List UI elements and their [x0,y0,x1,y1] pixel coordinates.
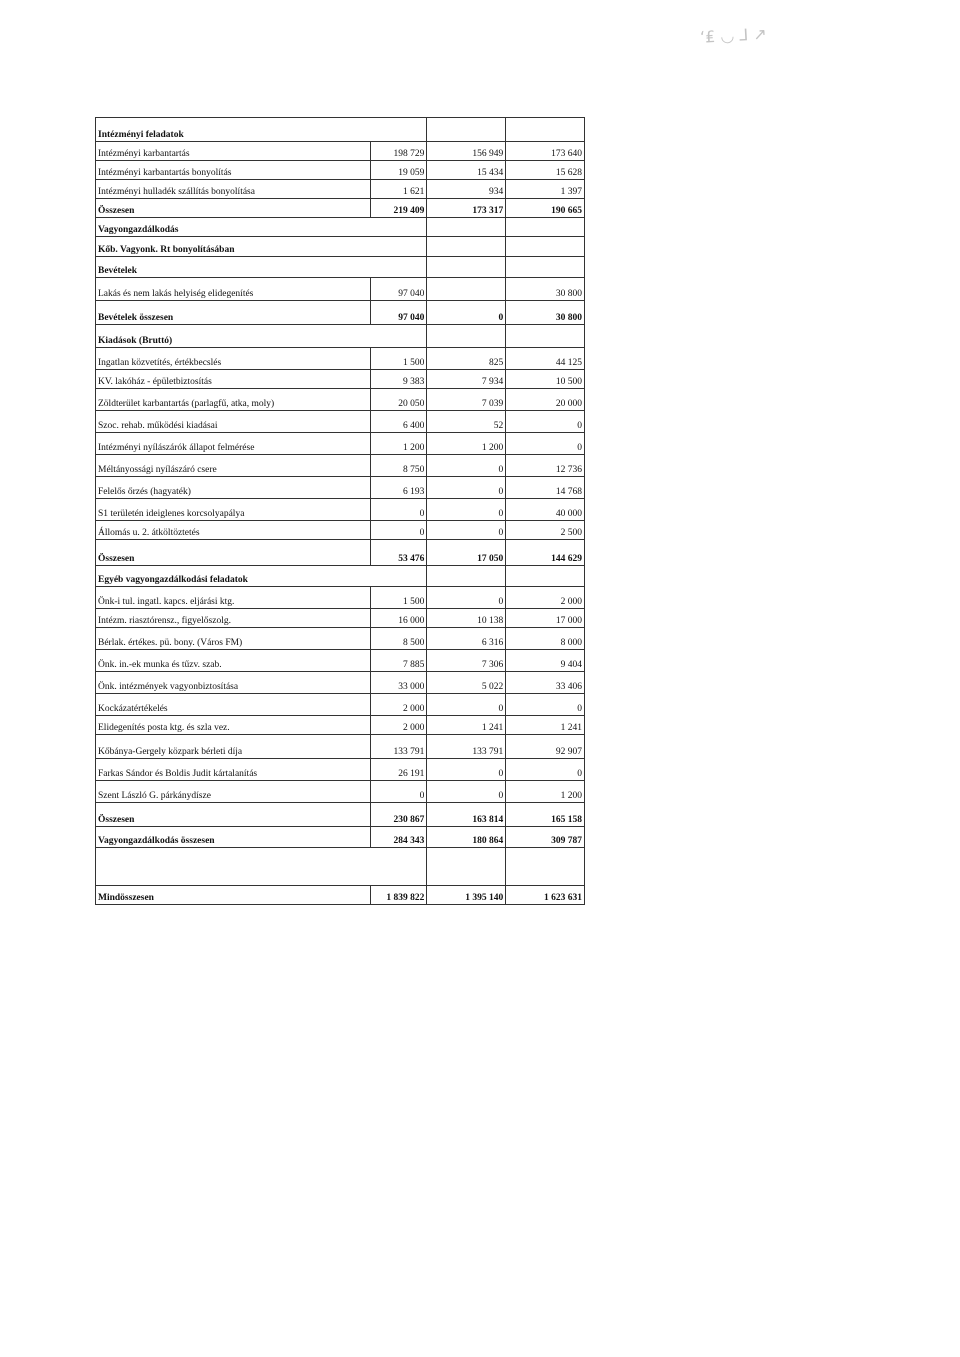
row-label: Kőb. Vagyonk. Rt bonyolításában [96,237,371,257]
table-row [96,161,585,180]
row-value-3: 44 125 [506,348,585,370]
row-value-2 [427,566,506,587]
row-value-1 [371,325,427,348]
row-value-1: 6 400 [371,411,427,433]
row-value-1: 20 050 [371,389,427,411]
table-row [96,142,585,161]
row-value-2: 17 050 [427,540,506,566]
table-row [96,759,585,781]
row-value-1: 16 000 [371,609,427,628]
row-value-1: 6 193 [371,477,427,499]
table-row-hdr [96,566,585,587]
row-label: Önk-i tul. ingatl. kapcs. eljárási ktg. [96,587,371,609]
row-label: Önk. intézmények vagyonbiztosítása [96,672,371,694]
row-value-2: 156 949 [427,142,506,161]
table-row-hdr [96,118,585,142]
spacer-row [96,848,585,886]
table-row [96,628,585,650]
row-value-1: 0 [371,781,427,803]
row-label: Bevételek [96,257,371,278]
row-value-3: 30 800 [506,301,585,325]
row-value-1: 230 867 [371,803,427,827]
row-value-3: 33 406 [506,672,585,694]
row-value-3: 0 [506,694,585,716]
row-label: Egyéb vagyongazdálkodási feladatok [96,566,371,587]
row-value-3: 14 768 [506,477,585,499]
row-label: Állomás u. 2. átköltöztetés [96,521,371,540]
row-label: Bérlak. értékes. pü. bony. (Város FM) [96,628,371,650]
row-label: Összesen [96,803,371,827]
row-value-1: 284 343 [371,827,427,848]
row-value-2: 825 [427,348,506,370]
row-value-3: 12 736 [506,455,585,477]
table-row [96,278,585,301]
row-value-2: 1 200 [427,433,506,455]
row-value-3: 0 [506,759,585,781]
row-value-1 [371,118,427,142]
row-label: Intézményi karbantartás [96,142,371,161]
row-label: KV. lakóház - épületbiztosítás [96,370,371,389]
row-value-3: 173 640 [506,142,585,161]
row-value-1 [371,218,427,237]
handwritten-page-mark: ʻ₤ ◡ ⅃ ↗ [699,24,768,47]
row-value-3: 1 241 [506,716,585,735]
table-row [96,499,585,521]
row-label: Bevételek összesen [96,301,371,325]
row-value-3: 8 000 [506,628,585,650]
row-value-2 [427,848,506,886]
row-value-2 [427,278,506,301]
row-value-3: 0 [506,433,585,455]
row-value-3 [506,237,585,257]
row-value-1: 1 839 822 [371,886,427,905]
row-label: Vagyongazdálkodás [96,218,371,237]
row-value-3 [506,566,585,587]
table-row [96,694,585,716]
table-row [96,587,585,609]
row-label: Intézményi nyílászárók állapot felmérése [96,433,371,455]
table-row [96,716,585,735]
row-value-2 [427,257,506,278]
row-value-1: 26 191 [371,759,427,781]
row-label: Szent László G. párkánydísze [96,781,371,803]
table-row [96,609,585,628]
table-row-hdr [96,257,585,278]
row-label: Kockázatértékelés [96,694,371,716]
row-value-1: 2 000 [371,694,427,716]
row-label: Ingatlan közvetítés, értékbecslés [96,348,371,370]
row-value-2: 0 [427,759,506,781]
row-value-2: 0 [427,301,506,325]
table-row-hdr [96,325,585,348]
row-value-1: 9 383 [371,370,427,389]
row-label: Farkas Sándor és Boldis Judit kártalanítás [96,759,371,781]
row-value-3: 92 907 [506,735,585,759]
row-value-2: 5 022 [427,672,506,694]
row-value-2: 0 [427,455,506,477]
row-value-1 [371,257,427,278]
table-row-bold [96,199,585,218]
row-value-2: 133 791 [427,735,506,759]
row-label: Összesen [96,540,371,566]
row-value-3 [506,118,585,142]
table-row-bold [96,827,585,848]
row-value-3: 40 000 [506,499,585,521]
table-row [96,477,585,499]
row-label: Lakás és nem lakás helyiség elidegenítés [96,278,371,301]
row-label: Összesen [96,199,371,218]
row-label: Kiadások (Bruttó) [96,325,371,348]
table-row [96,650,585,672]
row-value-3: 309 787 [506,827,585,848]
row-value-3: 17 000 [506,609,585,628]
table-row [96,180,585,199]
table-row [96,433,585,455]
row-label: Méltányossági nyílászáró csere [96,455,371,477]
table-row [96,781,585,803]
table-row [96,735,585,759]
row-value-1 [371,848,427,886]
row-label: Zöldterület karbantartás (parlagfű, atka, moly) [96,389,371,411]
row-value-1: 219 409 [371,199,427,218]
row-value-1: 33 000 [371,672,427,694]
row-value-1: 1 500 [371,587,427,609]
row-label: Intézményi feladatok [96,118,371,142]
row-value-1: 53 476 [371,540,427,566]
row-value-1: 2 000 [371,716,427,735]
row-value-1: 97 040 [371,278,427,301]
row-value-3: 1 397 [506,180,585,199]
row-label [96,848,371,886]
row-label: Intézményi hulladék szállítás bonyolítása [96,180,371,199]
row-value-2: 52 [427,411,506,433]
table-row-bold [96,540,585,566]
row-label: Intézm. riasztórensz., figyelőszolg. [96,609,371,628]
row-value-1: 1 621 [371,180,427,199]
row-value-3 [506,218,585,237]
row-label: Mindösszesen [96,886,371,905]
row-value-2: 173 317 [427,199,506,218]
table-row-hdr [96,218,585,237]
row-value-2: 7 306 [427,650,506,672]
row-value-3: 20 000 [506,389,585,411]
row-value-3: 2 000 [506,587,585,609]
row-value-2: 0 [427,521,506,540]
row-value-2: 7 039 [427,389,506,411]
row-value-1: 198 729 [371,142,427,161]
row-value-2: 7 934 [427,370,506,389]
row-label: Önk. in.-ek munka és tűzv. szab. [96,650,371,672]
row-label: Szoc. rehab. működési kiadásai [96,411,371,433]
row-value-3 [506,257,585,278]
row-value-3 [506,848,585,886]
row-label: Kőbánya-Gergely közpark bérleti díja [96,735,371,759]
row-value-2: 1 395 140 [427,886,506,905]
row-value-3: 0 [506,411,585,433]
row-value-2: 163 814 [427,803,506,827]
table-row [96,411,585,433]
row-value-3: 9 404 [506,650,585,672]
row-label: Vagyongazdálkodás összesen [96,827,371,848]
row-label: S1 területén ideiglenes korcsolyapálya [96,499,371,521]
row-value-2 [427,325,506,348]
table-row-hdr [96,237,585,257]
row-value-1: 7 885 [371,650,427,672]
row-value-1: 1 200 [371,433,427,455]
row-value-1: 97 040 [371,301,427,325]
row-value-1: 0 [371,499,427,521]
row-value-3: 15 628 [506,161,585,180]
budget-table-body [96,118,585,905]
row-value-2 [427,118,506,142]
row-value-3: 190 665 [506,199,585,218]
row-value-1: 8 500 [371,628,427,650]
row-value-3: 2 500 [506,521,585,540]
row-value-1: 8 750 [371,455,427,477]
row-value-2: 1 241 [427,716,506,735]
row-value-2: 10 138 [427,609,506,628]
row-value-2: 0 [427,477,506,499]
row-value-1: 1 500 [371,348,427,370]
row-value-2 [427,218,506,237]
table-row-bold [96,301,585,325]
row-value-2: 0 [427,694,506,716]
row-value-2: 6 316 [427,628,506,650]
row-value-3: 30 800 [506,278,585,301]
table-row [96,521,585,540]
row-value-1: 0 [371,521,427,540]
row-value-3: 10 500 [506,370,585,389]
table-row [96,348,585,370]
row-value-2: 15 434 [427,161,506,180]
row-label: Elidegenítés posta ktg. és szla vez. [96,716,371,735]
row-value-1 [371,237,427,257]
row-value-3: 165 158 [506,803,585,827]
row-value-2: 0 [427,781,506,803]
row-value-3: 144 629 [506,540,585,566]
budget-table [95,117,585,905]
table-row [96,455,585,477]
row-value-2: 0 [427,587,506,609]
row-value-3: 1 200 [506,781,585,803]
table-row-bold [96,886,585,905]
table-row [96,672,585,694]
table-row [96,389,585,411]
row-value-2: 0 [427,499,506,521]
row-label: Intézményi karbantartás bonyolítás [96,161,371,180]
table-row [96,370,585,389]
row-value-2: 934 [427,180,506,199]
row-value-3: 1 623 631 [506,886,585,905]
row-label: Felelős őrzés (hagyaték) [96,477,371,499]
table-row-bold [96,803,585,827]
row-value-1: 133 791 [371,735,427,759]
row-value-2 [427,237,506,257]
row-value-2: 180 864 [427,827,506,848]
row-value-3 [506,325,585,348]
row-value-1: 19 059 [371,161,427,180]
row-value-1 [371,566,427,587]
